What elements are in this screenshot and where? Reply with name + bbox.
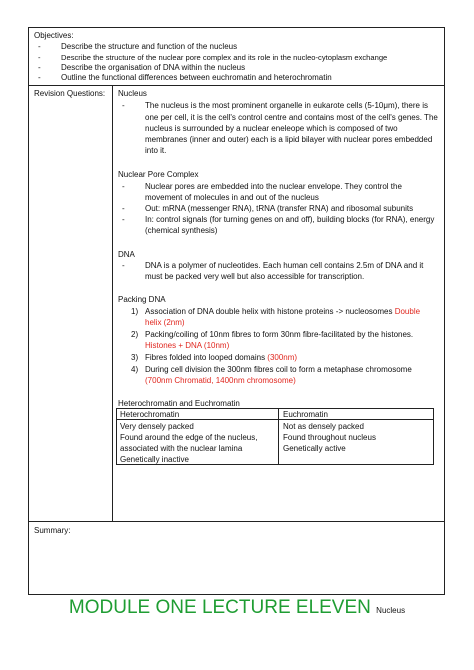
revision-divider — [112, 85, 113, 522]
dna-heading: DNA — [118, 250, 135, 259]
nucleus-line: one per cell, it is the cell's control centre and contains most of the cell's genes. The — [145, 113, 438, 122]
footer-title — [0, 596, 474, 623]
chromatin-cell: Very densely packed — [120, 422, 194, 431]
packing-red-line: helix (2nm) — [145, 318, 185, 327]
packing-red: (300nm) — [267, 353, 298, 362]
summary-label: Summary: — [34, 526, 71, 535]
nucleus-line: nucleus is surrounded by a nuclear eneleope which is composed of two — [145, 124, 398, 133]
pore-item-cont: (chemical synthesis) — [145, 226, 218, 235]
chromatin-cell: Genetically active — [283, 444, 346, 453]
chromatin-header: Euchromatin — [283, 410, 328, 419]
pore-item: - Nuclear pores are embedded into the nuclear envelope. They control the — [145, 181, 402, 192]
summary-box — [28, 521, 445, 595]
chromatin-cell: Genetically inactive — [120, 455, 189, 464]
nucleus-line: membranes (inner and outer) each is a lipid bilayer with nuclear pores embedded — [145, 135, 433, 144]
chromatin-heading: Heterochromatin and Euchromatin — [118, 399, 240, 408]
nucleus-line: - The nucleus is the most prominent organelle in eukarote cells (5-10μm), there is — [145, 100, 428, 111]
chromatin-col-rule — [278, 408, 279, 465]
dna-line: - DNA is a polymer of nucleotides. Each human cell contains 2.5m of DNA and it — [145, 260, 423, 271]
pore-heading: Nuclear Pore Complex — [118, 170, 199, 179]
packing-line: During cell division the 300nm fibres coil to form a metaphase chromosome — [145, 365, 412, 374]
chromatin-cell: Not as densely packed — [283, 422, 364, 431]
chromatin-cell: associated with the nuclear lamina — [120, 444, 243, 453]
packing-red-line: (700nm Chromatid, 1400nm chromosome) — [145, 376, 296, 385]
packing-num: 4) — [131, 365, 139, 374]
chromatin-header: Heterochromatin — [120, 410, 180, 419]
packing-red: Double — [394, 307, 421, 316]
objective-item: - Describe the structure and function of the nucleus — [61, 41, 237, 52]
footer-lecture: LECTURE ELEVEN — [201, 597, 371, 618]
objectives-heading: Objectives: — [34, 31, 74, 40]
dna-line: must be packed very well but also accessible for transcription. — [145, 272, 365, 281]
packing-num: 3) — [131, 353, 139, 362]
packing-line: Packing/coiling of 10nm fibres to form 30nm fibre-facilitated by the histones. — [145, 330, 414, 339]
revision-label: Revision Questions: — [34, 89, 106, 98]
pore-item: - Out: mRNA (messenger RNA), tRNA (transfer RNA) and ribosomal subunits — [145, 203, 413, 214]
packing-num: 2) — [131, 330, 139, 339]
packing-line — [145, 306, 420, 317]
packing-text: Fibres folded into looped domains — [145, 353, 268, 362]
packing-line — [145, 352, 297, 363]
footer-module: MODULE ONE — [68, 597, 197, 618]
packing-heading: Packing DNA — [118, 295, 166, 304]
objective-item: - Describe the structure of the nuclear pore complex and its role in the nucleo-cytoplasm exchange — [61, 52, 387, 63]
packing-red-line: Histones + DNA (10nm) — [145, 341, 230, 350]
chromatin-cell: Found around the edge of the nucleus, — [120, 433, 258, 442]
pore-item-cont: movement of molecules in and out of the nucleus — [145, 193, 319, 202]
footer-topic: Nucleus — [376, 606, 406, 615]
nucleus-line: into it. — [145, 146, 167, 155]
packing-num: 1) — [131, 307, 139, 316]
objective-item: - Describe the organisation of DNA within the nucleus — [61, 62, 245, 73]
packing-text: Association of DNA double helix with histone proteins -> nucleosomes — [145, 307, 395, 316]
nucleus-heading: Nucleus — [118, 89, 147, 98]
objective-item: - Outline the functional differences between euchromatin and heterochromatin — [61, 72, 332, 83]
pore-item: - In: control signals (for turning genes on and off), building blocks (for RNA), energy — [145, 214, 434, 225]
chromatin-cell: Found throughout nucleus — [283, 433, 376, 442]
